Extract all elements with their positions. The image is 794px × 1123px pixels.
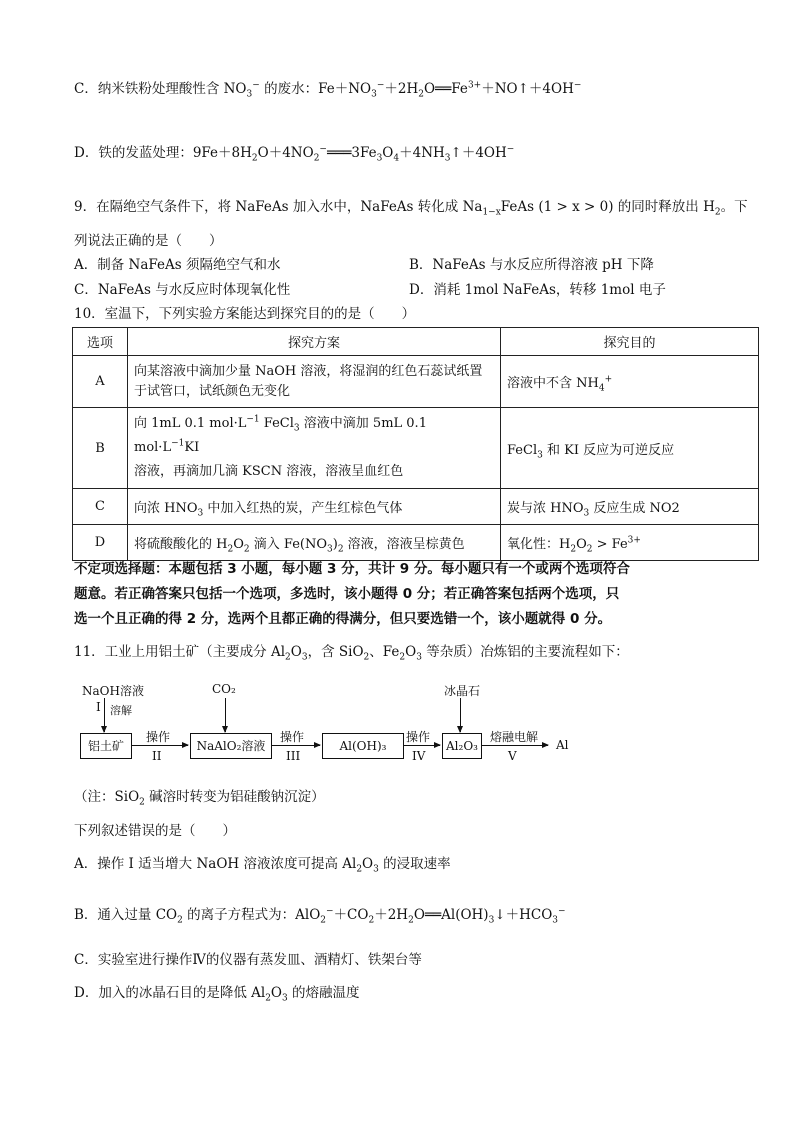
- q11-option-a: A．操作 I 适当增大 NaOH 溶液浓度可提高 $Al_2O_3$ 的浸取速率: [74, 856, 451, 875]
- q9-option-a: A．制备 NaFeAs 须隔绝空气和水: [74, 257, 281, 273]
- flow-dissolve-label: 溶解: [110, 704, 132, 717]
- q9-options-ab: [74, 256, 734, 274]
- q11-ask: 下列叙述错误的是（ ）: [74, 823, 236, 839]
- row-goal: 氧化性：$H_2O_2 > Fe^{3+}$: [501, 525, 759, 561]
- flow-roman5: V: [508, 749, 517, 763]
- q11-stem: 11．工业上用铝土矿（主要成分 $Al_2O_3$，含 SiO$_2$、$Fe_2O_3$ 等杂质）冶炼铝的主要流程如下：: [74, 644, 629, 663]
- section-instruction-line2: 题意。若正确答案只包括一个选项，多选时，该小题得 0 分；若正确答案包括两个选项，只: [74, 586, 620, 602]
- section-instruction-line3: 选一个且正确的得 2 分，选两个且都正确的得满分，但只要选错一个，该小题就得 0 分。: [74, 611, 612, 627]
- row-option: A: [73, 356, 128, 408]
- section-instruction-line1: 不定项选择题：本题包括 3 小题，每小题 3 分，共计 9 分。每小题只有一个或两个选项符合: [74, 561, 630, 577]
- q9-option-c: C．NaFeAs 与水反应时体现氧化性: [74, 282, 291, 298]
- box-bauxite: 铝土矿: [80, 733, 132, 759]
- q9-stem-line2: 列说法正确的是（ ）: [74, 233, 223, 249]
- q11-option-b: B．通入过量 $CO_2$ 的离子方程式为：$AlO_2^-+CO_2+2H_2O══Al(OH)_3↓+HCO_3^-$: [74, 906, 566, 926]
- flow-roman4: IV: [412, 749, 426, 763]
- table-header-row: [73, 328, 759, 356]
- box-al2o3: Al₂O₃: [442, 733, 482, 759]
- row-option: D: [73, 525, 128, 561]
- flow-op2-label: 操作: [146, 730, 171, 744]
- row-goal: 炭与浓 $HNO_3$ 反应生成 NO2: [501, 489, 759, 525]
- q11-option-d: D．加入的冰晶石目的是降低 $Al_2O_3$ 的熔融温度: [74, 985, 360, 1004]
- box-naalo2: NaAlO₂溶液: [190, 733, 272, 759]
- arrow-step2: [132, 745, 188, 746]
- row-plan: 向 1mL 0.1 $mol\cdot L^{-1}$ FeCl$_3$ 溶液中滴加 5mL 0.1 $mol\cdot L^{-1}KI$ 溶液，再滴加几滴 KSCN 溶液，溶液呈血红色: [128, 408, 501, 489]
- flow-co2-label: CO₂: [212, 682, 236, 696]
- flow-product-al: Al: [556, 738, 569, 752]
- table-row: [73, 525, 759, 561]
- flow-op4-label: 操作: [406, 730, 431, 744]
- process-flow-diagram: [72, 676, 592, 776]
- box-aloh3: Al(OH)₃: [322, 733, 404, 759]
- flow-naoh-label: NaOH溶液: [82, 684, 144, 698]
- arrow-step5: [482, 745, 548, 746]
- row-plan: 向某溶液中滴加少量 NaOH 溶液，将湿润的红色石蕊试纸置于试管口，试纸颜色无变化: [128, 356, 501, 408]
- table-row: [73, 356, 759, 408]
- arrow-step4: [404, 745, 440, 746]
- q11-note: （注：SiO$_2$ 碱溶时转变为铝硅酸钠沉淀）: [74, 789, 325, 808]
- arrow-step3: [272, 745, 320, 746]
- row-goal: FeCl$_3$ 和 KI 反应为可逆反应: [501, 408, 759, 489]
- row-option: B: [73, 408, 128, 489]
- flow-roman3: III: [286, 749, 301, 763]
- header-goal: 探究目的: [501, 328, 759, 356]
- q9-options-cd: [74, 281, 734, 299]
- q9-option-b: B．NaFeAs 与水反应所得溶液 pH 下降: [409, 257, 654, 273]
- q9-stem-line1: 9．在隔绝空气条件下，将 NaFeAs 加入水中，NaFeAs 转化成 $Na_{1-x}FeAs$ (1 > x > 0) 的同时释放出 $H_2$。下: [74, 199, 748, 218]
- q10-stem: 10．室温下，下列实验方案能达到探究目的的是（ ）: [74, 306, 416, 322]
- arrow-naoh-down: [104, 698, 105, 732]
- q9-option-d: D．消耗 1mol NaFeAs，转移 1mol 电子: [409, 282, 666, 298]
- table-row: [73, 489, 759, 525]
- q8-option-d: D．铁的发蓝处理：$9Fe+8H_2O+4NO_2^-═══3Fe_3O_4+4NH_3↑+4OH^-$: [74, 144, 515, 164]
- row-option: C: [73, 489, 128, 525]
- row-plan: 将硫酸酸化的 $H_2O_2$ 滴入 $Fe(NO_3)_2$ 溶液，溶液呈棕黄色: [128, 525, 501, 561]
- flow-roman2: II: [152, 749, 162, 763]
- q8-option-c: C．纳米铁粉处理酸性含 $NO_3^-$ 的废水：$Fe+NO_3^-+2H_2O══Fe^{3+}+NO↑+4OH^-$: [74, 80, 582, 100]
- flow-cryolite-label: 冰晶石: [444, 684, 481, 698]
- q11-option-c: C．实验室进行操作Ⅳ的仪器有蒸发皿、酒精灯、铁架台等: [74, 952, 422, 968]
- row-plan: 向浓 $HNO_3$ 中加入红热的炭，产生红棕色气体: [128, 489, 501, 525]
- row-goal: 溶液中不含 $NH_4^+$: [501, 356, 759, 408]
- header-plan: 探究方案: [128, 328, 501, 356]
- flow-step1-label: I: [96, 700, 101, 714]
- flow-electrolysis-label: 熔融电解: [490, 730, 539, 744]
- q10-table: [72, 327, 759, 561]
- table-row: [73, 408, 759, 489]
- arrow-cryolite-down: [460, 698, 461, 732]
- flow-op3-label: 操作: [280, 730, 305, 744]
- header-option: 选项: [73, 328, 128, 356]
- arrow-co2-down: [225, 698, 226, 732]
